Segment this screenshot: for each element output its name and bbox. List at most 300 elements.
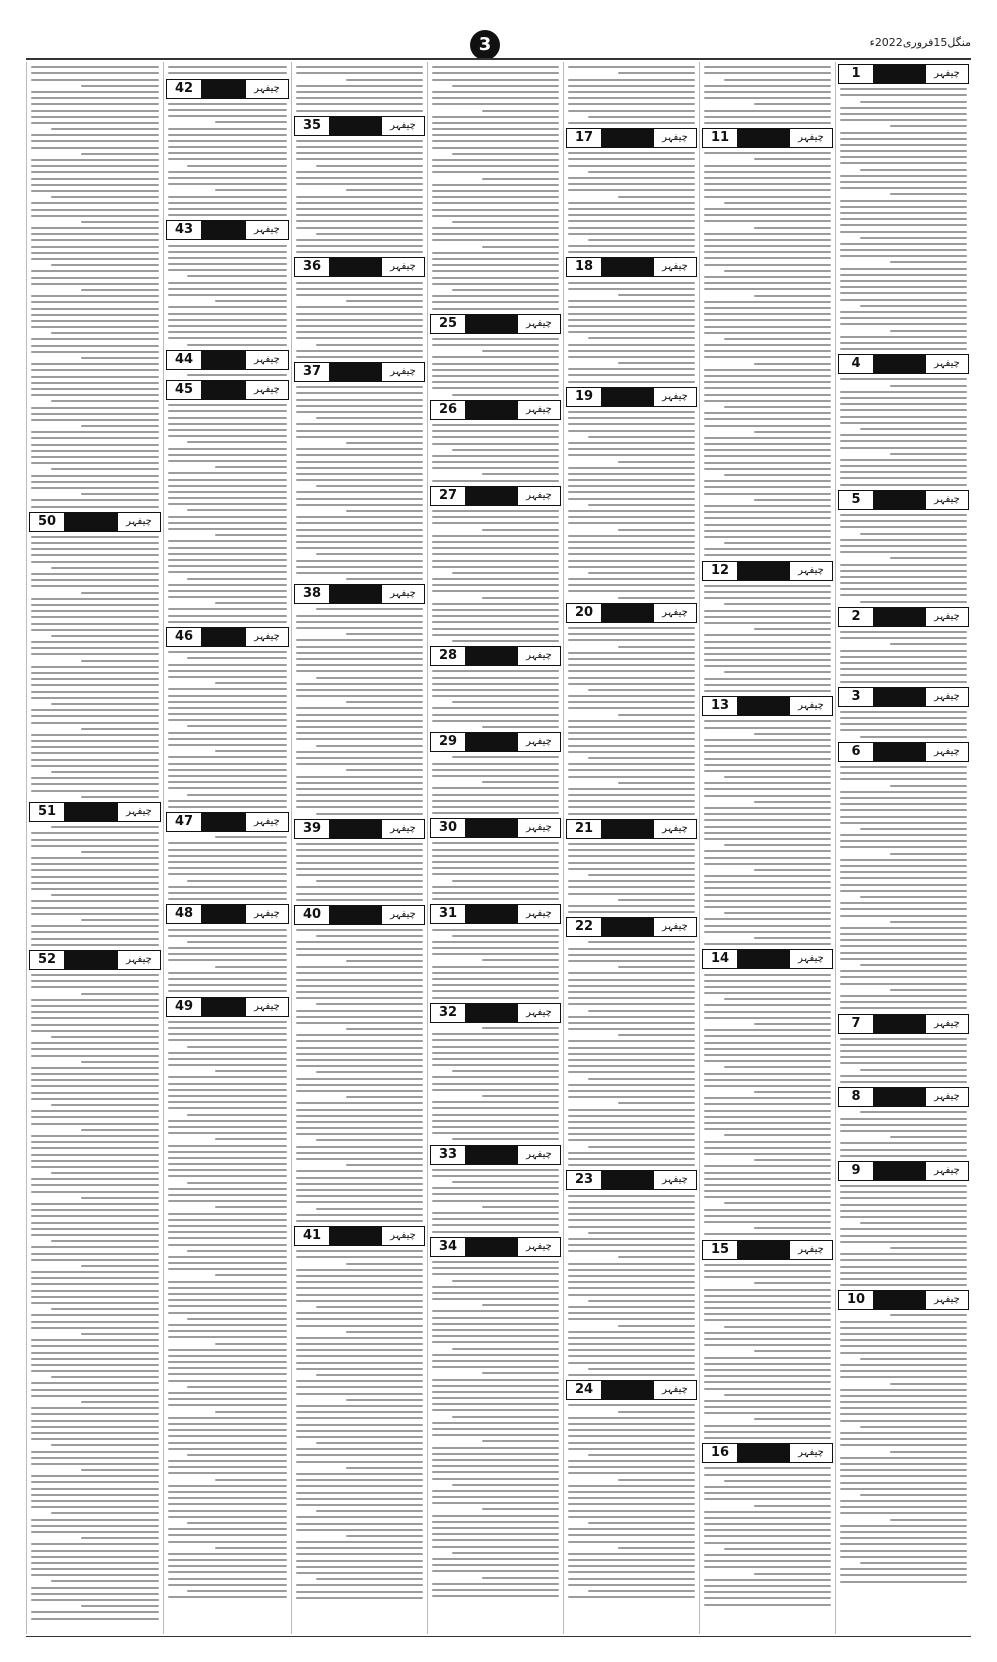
text-line	[31, 1067, 159, 1069]
text-line	[754, 431, 831, 433]
text-line	[168, 1287, 287, 1289]
text-line	[890, 453, 967, 455]
text-line	[296, 800, 423, 802]
text-line	[840, 200, 967, 202]
ad-label: چیفہر	[654, 129, 696, 147]
text-line	[31, 697, 159, 699]
text-line	[840, 1339, 967, 1341]
text-line	[296, 529, 423, 531]
text-line	[432, 1261, 559, 1263]
text-line	[482, 1027, 559, 1029]
text-line	[724, 474, 831, 476]
ad-header-20	[566, 603, 697, 623]
ad-header-5	[838, 490, 969, 510]
text-line	[296, 966, 423, 968]
text-line	[168, 1281, 287, 1283]
text-line	[840, 970, 967, 972]
text-line	[432, 541, 559, 543]
text-line	[432, 1385, 559, 1387]
ad-header-7	[838, 1014, 969, 1034]
ad-header-39	[294, 819, 425, 839]
text-line	[588, 874, 695, 876]
text-line	[588, 1232, 695, 1234]
text-line	[754, 363, 831, 365]
header-black-bar	[466, 1004, 518, 1022]
ad-header-41	[294, 1226, 425, 1246]
text-line	[432, 812, 559, 814]
text-line	[432, 787, 559, 789]
ad-header-26	[430, 400, 561, 420]
text-line	[296, 208, 423, 210]
text-line	[568, 1158, 695, 1160]
text-line	[704, 585, 831, 587]
text-line	[51, 128, 159, 130]
ad-label: چیفہر	[246, 813, 288, 831]
text-line	[31, 1395, 159, 1397]
text-line	[31, 295, 159, 297]
text-line	[840, 1370, 967, 1372]
text-line	[296, 1529, 423, 1531]
ad-label: چیفہر	[654, 1171, 696, 1189]
text-line	[704, 1011, 831, 1013]
text-line	[168, 134, 287, 136]
text-line	[168, 892, 287, 894]
text-line	[704, 1338, 831, 1340]
text-line	[840, 1038, 967, 1040]
text-line	[31, 1438, 159, 1440]
text-line	[840, 976, 967, 978]
text-line	[168, 282, 287, 284]
text-line	[31, 215, 159, 217]
text-line	[568, 800, 695, 802]
text-line	[840, 656, 967, 658]
text-line	[432, 689, 559, 691]
ad-header-21	[566, 819, 697, 839]
text-line	[296, 1584, 423, 1586]
text-line	[754, 158, 831, 160]
text-line	[346, 1399, 423, 1401]
text-line	[840, 342, 967, 344]
text-line	[296, 738, 423, 740]
text-line	[452, 153, 559, 155]
header-black-bar	[202, 381, 246, 399]
ad-label: چیفہر	[518, 315, 560, 333]
header-black-bar	[330, 258, 382, 276]
text-line	[704, 1319, 831, 1321]
text-line	[704, 1542, 831, 1544]
text-line	[432, 295, 559, 297]
text-line	[31, 715, 159, 717]
text-line	[432, 387, 559, 389]
text-line	[482, 1577, 559, 1579]
text-line	[588, 1590, 695, 1592]
text-line	[296, 1566, 423, 1568]
text-line	[296, 350, 423, 352]
text-line	[568, 1503, 695, 1505]
text-line	[704, 906, 831, 908]
text-line	[296, 794, 423, 796]
text-line	[568, 306, 695, 308]
text-line	[31, 202, 159, 204]
header-black-bar	[874, 65, 926, 83]
text-line	[31, 1222, 159, 1224]
ad-header-38	[294, 584, 425, 604]
text-line	[51, 400, 159, 402]
text-line	[568, 652, 695, 654]
text-line	[568, 1195, 695, 1197]
text-line	[31, 345, 159, 347]
text-line	[432, 1379, 559, 1381]
text-line	[840, 1001, 967, 1003]
text-line	[840, 150, 967, 152]
text-line	[704, 505, 831, 507]
text-line	[840, 156, 967, 158]
text-line	[296, 720, 423, 722]
text-line	[296, 1541, 423, 1543]
text-line	[432, 91, 559, 93]
text-line	[482, 246, 559, 248]
text-line	[568, 664, 695, 666]
text-line	[704, 418, 831, 420]
text-line	[754, 499, 831, 501]
text-line	[168, 1355, 287, 1357]
text-line	[168, 806, 287, 808]
text-line	[31, 258, 159, 260]
text-line	[31, 1215, 159, 1217]
text-line	[316, 1306, 423, 1308]
text-line	[704, 1313, 831, 1315]
text-line	[704, 1048, 831, 1050]
text-line	[51, 567, 159, 569]
ad-number: 38	[295, 585, 330, 603]
text-line	[432, 381, 559, 383]
text-line	[840, 995, 967, 997]
text-line	[31, 1500, 159, 1502]
text-line	[724, 603, 831, 605]
text-line	[31, 326, 159, 328]
text-line	[296, 1214, 423, 1216]
text-line	[432, 1539, 559, 1541]
text-line	[31, 1543, 159, 1545]
text-line	[296, 757, 423, 759]
text-line	[704, 332, 831, 334]
text-line	[31, 554, 159, 556]
text-line	[704, 1085, 831, 1087]
text-line	[588, 1010, 695, 1012]
text-line	[840, 927, 967, 929]
text-line	[187, 1114, 287, 1116]
text-line	[568, 1090, 695, 1092]
text-line	[840, 526, 967, 528]
text-line	[296, 732, 423, 734]
text-line	[704, 480, 831, 482]
ad-header-52	[29, 950, 161, 970]
text-line	[432, 277, 559, 279]
text-line	[168, 1151, 287, 1153]
text-line	[482, 529, 559, 531]
text-line	[31, 1073, 159, 1075]
text-line	[618, 529, 695, 531]
text-line	[704, 918, 831, 920]
ad-label: چیفہر	[518, 401, 560, 419]
text-line	[432, 171, 559, 173]
text-line	[704, 1029, 831, 1031]
text-line	[346, 1331, 423, 1333]
text-line	[432, 215, 559, 217]
text-line	[296, 1523, 423, 1525]
text-line	[168, 1528, 287, 1530]
text-line	[168, 1225, 287, 1227]
text-line	[296, 1492, 423, 1494]
text-line	[754, 227, 831, 229]
text-line	[296, 541, 423, 543]
text-line	[296, 331, 423, 333]
text-line	[432, 997, 559, 999]
text-line	[568, 979, 695, 981]
text-line	[296, 423, 423, 425]
text-line	[840, 717, 967, 719]
text-line	[31, 1166, 159, 1168]
text-line	[840, 1050, 967, 1052]
text-line	[704, 1492, 831, 1494]
text-line	[840, 539, 967, 541]
text-line	[168, 183, 287, 185]
text-line	[31, 91, 159, 93]
text-line	[31, 66, 159, 68]
text-line	[568, 1127, 695, 1129]
text-line	[296, 140, 423, 142]
text-line	[704, 152, 831, 154]
text-line	[840, 299, 967, 301]
text-line	[168, 670, 287, 672]
text-line	[296, 1380, 423, 1382]
text-line	[168, 1442, 287, 1444]
ad-header-3	[838, 687, 969, 707]
text-line	[704, 72, 831, 74]
text-line	[168, 873, 287, 875]
text-line	[704, 659, 831, 661]
text-line	[704, 807, 831, 809]
text-line	[568, 1429, 695, 1431]
text-line	[296, 1256, 423, 1258]
text-line	[568, 1053, 695, 1055]
text-line	[432, 103, 559, 105]
text-line	[568, 479, 695, 481]
text-line	[840, 551, 967, 553]
ad-number: 52	[30, 951, 65, 969]
text-line	[296, 1479, 423, 1481]
ad-label: چیفہر	[382, 585, 424, 603]
text-line	[432, 560, 559, 562]
text-line	[704, 375, 831, 377]
text-line	[568, 1497, 695, 1499]
text-line	[568, 1065, 695, 1067]
ad-header-43	[166, 220, 289, 240]
text-line	[168, 503, 287, 505]
text-line	[31, 790, 159, 792]
text-line	[432, 1317, 559, 1319]
text-line	[840, 594, 967, 596]
text-line	[568, 368, 695, 370]
text-line	[568, 233, 695, 235]
text-line	[618, 1102, 695, 1104]
text-line	[296, 1189, 423, 1191]
ad-number: 11	[703, 129, 738, 147]
text-line	[31, 1420, 159, 1422]
text-line	[568, 1565, 695, 1567]
ad-number: 37	[295, 363, 330, 381]
ad-number: 17	[567, 129, 602, 147]
text-line	[296, 196, 423, 198]
text-line	[840, 1525, 967, 1527]
text-line	[432, 578, 559, 580]
text-line	[704, 307, 831, 309]
text-line	[704, 758, 831, 760]
text-line	[704, 116, 831, 118]
text-line	[754, 295, 831, 297]
text-line	[31, 752, 159, 754]
text-line	[296, 1337, 423, 1339]
text-line	[840, 1130, 967, 1132]
text-line	[432, 79, 559, 81]
text-line	[81, 425, 159, 427]
text-line	[840, 778, 967, 780]
text-line	[704, 1597, 831, 1599]
header-black-bar	[738, 1241, 790, 1259]
text-line	[840, 983, 967, 985]
text-line	[31, 209, 159, 211]
text-line	[168, 1571, 287, 1573]
text-line	[168, 1244, 287, 1246]
text-line	[31, 1055, 159, 1057]
text-line	[704, 245, 831, 247]
text-line	[296, 782, 423, 784]
text-line	[296, 386, 423, 388]
text-line	[296, 1504, 423, 1506]
text-line	[840, 1272, 967, 1274]
text-line	[840, 348, 967, 350]
text-line	[346, 1535, 423, 1537]
text-line	[890, 1247, 967, 1249]
ad-header-28	[430, 646, 561, 666]
text-line	[568, 1059, 695, 1061]
text-line	[168, 1541, 287, 1543]
text-line	[840, 1463, 967, 1465]
text-line	[432, 1478, 559, 1480]
text-line	[704, 455, 831, 457]
text-line	[432, 301, 559, 303]
text-line	[168, 1466, 287, 1468]
text-line	[432, 1471, 559, 1473]
text-line	[31, 1451, 159, 1453]
text-line	[296, 1411, 423, 1413]
text-line	[168, 1089, 287, 1091]
text-line	[168, 1584, 287, 1586]
text-line	[432, 984, 559, 986]
header-black-bar	[202, 813, 246, 831]
ad-number: 14	[703, 950, 738, 968]
header-black-bar	[602, 388, 654, 406]
text-line	[168, 1503, 287, 1505]
text-line	[704, 177, 831, 179]
header-black-bar	[874, 355, 926, 373]
ad-label: چیفہر	[518, 487, 560, 505]
text-line	[187, 275, 287, 277]
text-line	[568, 1269, 695, 1271]
text-line	[168, 984, 287, 986]
text-line	[168, 953, 287, 955]
text-line	[31, 610, 159, 612]
text-line	[168, 849, 287, 851]
text-line	[31, 1160, 159, 1162]
text-line	[432, 1589, 559, 1591]
text-line	[296, 498, 423, 500]
text-line	[840, 846, 967, 848]
text-line	[840, 311, 967, 313]
text-line	[704, 1412, 831, 1414]
ad-label: چیفہر	[790, 562, 832, 580]
text-line	[168, 196, 287, 198]
text-line	[168, 1349, 287, 1351]
text-line	[168, 1361, 287, 1363]
text-line	[432, 369, 559, 371]
text-line	[568, 1238, 695, 1240]
text-line	[704, 412, 831, 414]
text-line	[568, 1404, 695, 1406]
header-black-bar	[874, 688, 926, 706]
text-line	[168, 959, 287, 961]
ad-header-2	[838, 607, 969, 627]
text-line	[168, 1565, 287, 1567]
text-line	[482, 178, 559, 180]
ad-header-36	[294, 257, 425, 277]
text-line	[452, 935, 559, 937]
text-line	[31, 931, 159, 933]
text-line	[432, 898, 559, 900]
text-line	[840, 1241, 967, 1243]
text-line	[840, 650, 967, 652]
text-line	[568, 991, 695, 993]
header-black-bar	[466, 401, 518, 419]
text-line	[296, 1454, 423, 1456]
text-line	[432, 1583, 559, 1585]
text-line	[568, 1207, 695, 1209]
text-line	[31, 456, 159, 458]
text-line	[452, 289, 559, 291]
text-line	[168, 1101, 287, 1103]
text-line	[296, 522, 423, 524]
text-line	[296, 1485, 423, 1487]
text-line	[187, 1046, 287, 1048]
text-line	[704, 857, 831, 859]
text-line	[187, 578, 287, 580]
text-line	[704, 1270, 831, 1272]
ad-number: 4	[839, 355, 874, 373]
header-black-bar	[65, 951, 118, 969]
text-line	[168, 1083, 287, 1085]
text-line	[840, 1432, 967, 1434]
text-line	[31, 1048, 159, 1050]
text-line	[432, 714, 559, 716]
text-line	[432, 1101, 559, 1103]
text-line	[840, 772, 967, 774]
text-line	[215, 682, 287, 684]
text-line	[316, 677, 423, 679]
text-line	[860, 1358, 967, 1360]
text-line	[840, 809, 967, 811]
text-line	[432, 308, 559, 310]
text-line	[432, 1403, 559, 1405]
